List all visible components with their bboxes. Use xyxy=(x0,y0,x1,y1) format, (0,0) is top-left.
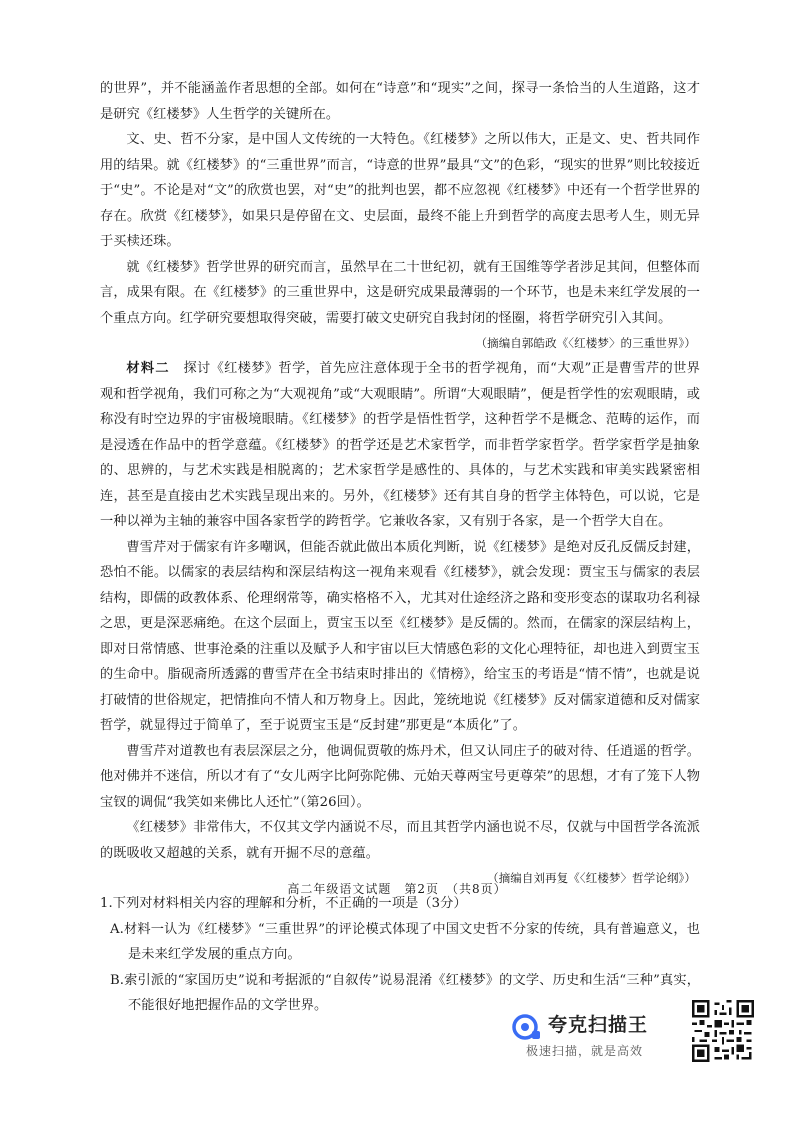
paragraph-continuation: 的世界”，并不能涵盖作者思想的全部。如何在“诗意”和“现实”之间，探寻一条恰当的人生道路，这才是研究《红楼梦》人生哲学的关键所在。 xyxy=(100,81,700,122)
scanner-slogan: 极速扫描，就是高效 xyxy=(526,1044,644,1058)
source-citation-2: （摘编自刘再复《〈红楼梦〉哲学论纲》） xyxy=(487,871,696,885)
option-b: B.索引派的“家国历史”说和考据派的“自叙传”说易混淆《红楼梦》的文学、历史和生活“三种”真实，不能很好地把握作品的文学世界。 xyxy=(110,972,700,1013)
paragraph-confucian: 曹雪芹对于儒家有许多嘲讽，但能否就此做出本质化判断，说《红楼梦》是绝对反孔反儒反封建，恐怕不能。以儒家的表层结构和深层结构这一视角来观看《红楼梦》，就会发现：贾宝玉与儒家的表层结构，即儒的政教体系、伦理纲常等，确实格格不入，尤其对仕途经济之路和变形变态的谋取功名利禄之思，更是深恶痛绝。在这个层面上，贾宝玉以至《红楼梦》是反儒的。然而，在儒家的深层结构上，即对日常情感、世事沧桑的注重以及赋予人和宇宙以巨大情感色彩的文化心理特征，却也进入到贾宝玉的生命中。脂砚斋所透露的曹雪芹在全书结束时排出的《情榜》，给宝玉的考语是“情不情”，也就是说打破情的世俗规定，把情推向不情人和万物身上。因此，笼统地说《红楼梦》反对儒家道德和反对儒家哲学，就显得过于简单了，至于说贾宝玉是“反封建”那更是“本质化”了。 xyxy=(100,539,700,733)
material-2-label: 材料二 xyxy=(126,361,170,376)
source-citation-1: （摘编自郭皓政《〈红楼梦〉的三重世界》） xyxy=(475,336,696,350)
option-a: A.材料一认为《红楼梦》“三重世界”的评论模式体现了中国文史哲不分家的传统，具有普遍意义，也是未来红学发展的重点方向。 xyxy=(110,921,700,962)
scanner-watermark xyxy=(512,1000,762,1070)
qr-code-icon xyxy=(692,1000,754,1062)
document-body xyxy=(100,76,700,1019)
scanner-brand: 夸克扫描王 xyxy=(548,1014,649,1036)
quark-logo-icon xyxy=(512,1014,542,1040)
paragraph-wenshizhe: 文、史、哲不分家，是中国人文传统的一大特色。《红楼梦》之所以伟大，正是文、史、哲共同作用的结果。就《红楼梦》的“三重世界”而言，“诗意的世界”最具“文”的色彩，“现实的世界”则比较接近于“史”。不论是对“文”的欣赏也罢，对“史”的批判也罢，都不应忽视《红楼梦》中还有一个哲学世界的存在。欣赏《红楼梦》，如果只是停留在文、史层面，最终不能上升到哲学的高度去思考人生，则无异于买椟还珠。 xyxy=(100,132,700,249)
paragraph-philosophy-research: 就《红楼梦》哲学世界的研究而言，虽然早在二十世纪初，就有王国维等学者涉足其间，但整体而言，成果有限。在《红楼梦》的三重世界中，这是研究成果最薄弱的一个环节，也是未来红学发展的一个重点方向。红学研究要想取得突破，需要打破文史研究自我封闭的怪圈，将哲学研究引入其间。 xyxy=(100,259,700,326)
paragraph-taoism-buddhism: 曹雪芹对道教也有表层深层之分，他调侃贾敬的炼丹术，但又认同庄子的破对待、任逍遥的哲学。他对佛并不迷信，所以才有了“女儿两字比阿弥陀佛、元始天尊两宝号更尊荣”的思想，才有了笼下人物宝钗的调侃“我笑如来佛比人还忙”（第26回）。 xyxy=(100,743,700,810)
material-2-text: 探讨《红楼梦》哲学，首先应注意体现于全书的哲学视角，而“大观”正是曹雪芹的世界观和哲学视角，我们可称之为“大观视角”或“大观眼睛”。所谓“大观眼睛”，便是哲学性的宏观眼睛，或称没有时空边界的宇宙极境眼睛。《红楼梦》的哲学是悟性哲学，这种哲学不是概念、范畴的运作，而是浸透在作品中的哲学意蕴。《红楼梦》的哲学还是艺术家哲学，而非哲学家哲学。哲学家哲学是抽象的、思辨的，与艺术实践是相脱离的；艺术家哲学是感性的、具体的，与艺术实践和审美实践紧密相连，甚至是直接由艺术实践呈现出来的。另外，《红楼梦》还有其自身的哲学主体特色，可以说，它是一种以禅为主轴的兼容中国各家哲学的跨哲学。它兼收各家，又有别于各家，是一个哲学大自在。 xyxy=(100,361,700,529)
paragraph-material-2 xyxy=(100,356,700,535)
page-footer: 高二年级语文试题 第2页 （共8页） xyxy=(287,882,507,896)
question-1: 1.下列对材料相关内容的理解和分析，不正确的一项是（3分） xyxy=(100,896,467,911)
paragraph-conclusion: 《红楼梦》非常伟大，不仅其文学内涵说不尽，而且其哲学内涵也说不尽，仅就与中国哲学各流派的既吸收又超越的关系，就有开掘不尽的意蕴。 xyxy=(100,820,700,861)
